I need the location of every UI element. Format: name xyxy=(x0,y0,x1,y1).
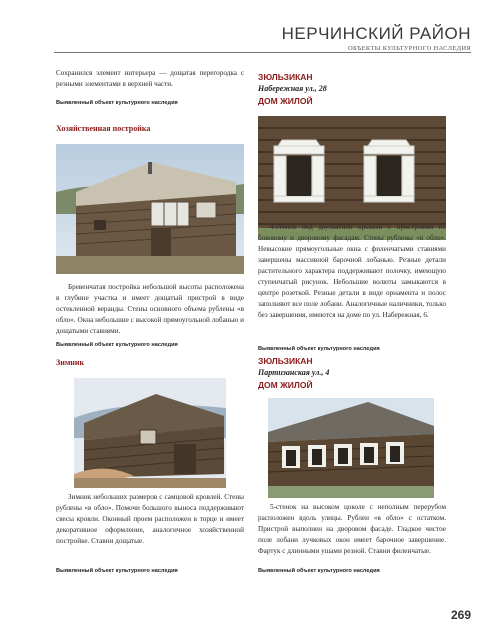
object-place: ЗЮЛЬЗИКАН xyxy=(258,72,313,82)
page-number: 269 xyxy=(450,608,471,622)
heritage-note: Выявленный объект культурного наследия xyxy=(56,100,178,106)
left-column xyxy=(56,60,244,620)
outbuilding-photo xyxy=(56,144,244,274)
house-naberezhnaya-description: 4-стенок под двускатной крышей с пристроями по боковому и дворовому фасадам. Стены рублены «в обло». Невысокие прямоугольные окна с филенчатыми ставнями завершены массивной барочной лобанью. Резные детали растительного характера поддерживают полочку, имеющую ступенчатый рисунок. Небольшие волюты замыкаются в центре розеткой. Резные детали в виде орнамента и полос заполняют все поле лобани. Аналогичные наличники, только без завершения, имеются на доме по ул. Набережная, 6. xyxy=(258,223,446,319)
heritage-note: Выявленный объект культурного наследия xyxy=(258,346,380,352)
object-type: ДОМ ЖИЛОЙ xyxy=(258,380,313,390)
house-partizanskaya-photo xyxy=(268,398,434,498)
winter-house-photo xyxy=(74,378,226,488)
outbuilding-description: Бревенчатая постройка небольшой высоты расположена в глубине участка и имеет дощатый пристрой в виде остекленной веранды. Стены основного объема рублены «в обло». Окна небольшие с высокой прямоугольной лобанью и дощатыми ставнями. xyxy=(56,283,244,335)
right-column xyxy=(258,60,446,620)
heritage-note: Выявленный объект культурного наследия xyxy=(56,342,178,348)
object-type: ДОМ ЖИЛОЙ xyxy=(258,96,313,106)
header-rule xyxy=(54,52,471,53)
winter-house-description: Зимник небольших размеров с самцовой кровлей. Стены рублены «в обло». Помочи большого выноса поддерживают свесы кровли. Оконный проем расположен в торце и имеет декоративное оформление, аналогичное хозяйственной постройке. Ставни дощатые. xyxy=(56,493,244,545)
object-address: Партизанская ул., 4 xyxy=(258,368,330,377)
heritage-note: Выявленный объект культурного наследия xyxy=(56,568,178,574)
object-place: ЗЮЛЬЗИКАН xyxy=(258,356,313,366)
heritage-note: Выявленный объект культурного наследия xyxy=(258,568,380,574)
section-title-outbuilding: Хозяйственная постройка xyxy=(56,124,151,133)
object-address: Набережная ул., 28 xyxy=(258,84,327,93)
page-header-subtitle: ОБЪЕКТЫ КУЛЬТУРНОГО НАСЛЕДИЯ xyxy=(347,45,471,52)
page-header-title: НЕРЧИНСКИЙ РАЙОН xyxy=(281,24,471,43)
section-title-winter-house: Зимник xyxy=(56,358,85,367)
intro-text: Сохранился элемент интерьера — дощатая перегородка с резными элементами в верхней части. xyxy=(56,69,244,88)
house-partizanskaya-description: 5-стенок на высоком цоколе с неполным перерубом расположен вдоль улицы. Рублен «в обло» с остатком. Пристрой выполнен на дворовом фасаде. Гладкое чистое поле лобани лучковых окон имеет барочное завершение. Фартук с длинными ушами резной. Ставни филенчатые. xyxy=(258,503,446,555)
